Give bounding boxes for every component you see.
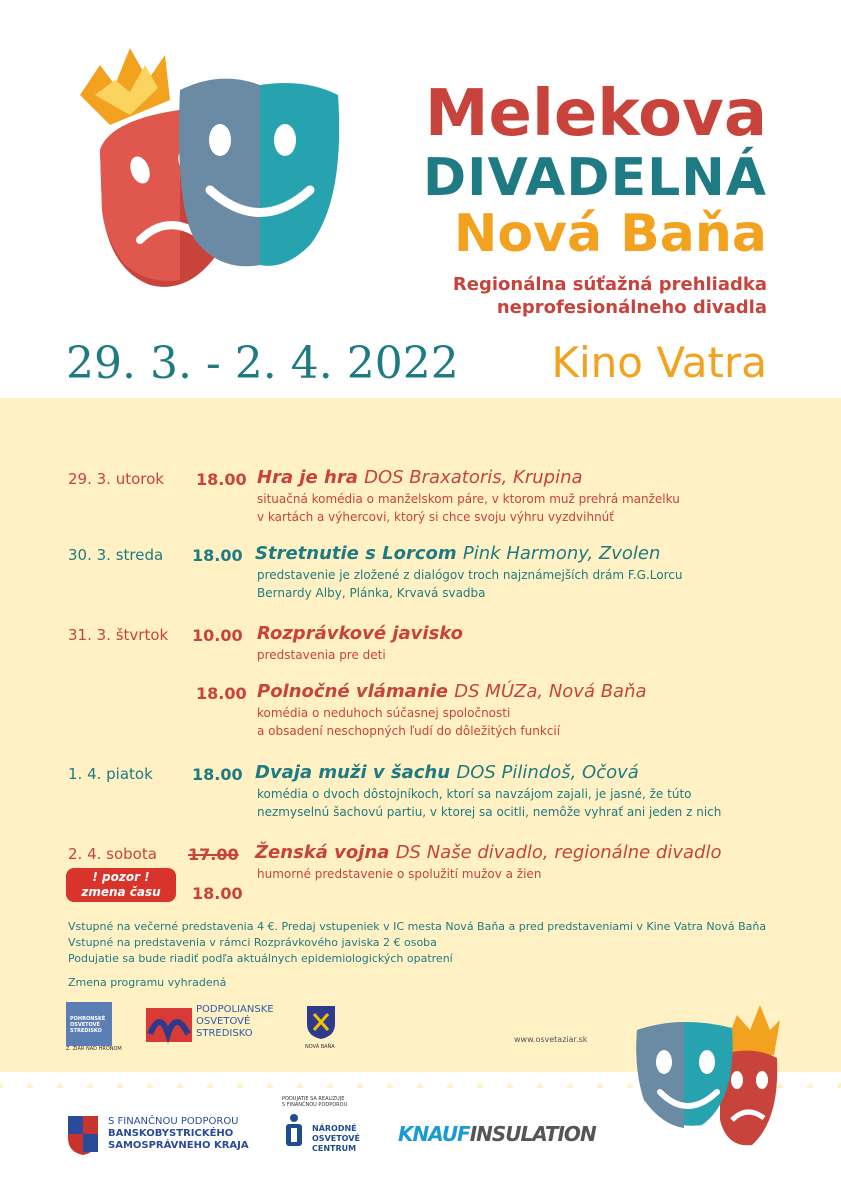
theatre-masks-logo [70, 40, 370, 300]
title-nova-bana: Nová Baňa [453, 204, 767, 264]
noc-icon [282, 1112, 306, 1148]
event-title [257, 623, 463, 644]
nova-bana-text: NOVÁ BAŇA [305, 1044, 335, 1050]
event-group: DOS Braxatoris, Krupina [364, 467, 583, 488]
podpolianske-text: OSVETOVÉ [196, 1016, 251, 1027]
scallop-border-top [0, 394, 841, 420]
event-title [257, 467, 583, 488]
pos-logo-text: POHRONSKÉ [70, 1016, 106, 1022]
knauf-insulation-logo [398, 1122, 596, 1146]
event-time: 18.00 [196, 470, 247, 489]
pos-logo-small: Z. ŽIAR NAD HRONOM [66, 1046, 122, 1052]
insulation-text: INSULATION [469, 1122, 596, 1146]
pos-logo-text: OSVETOVÉ [70, 1022, 100, 1028]
knauf-text: KNAUF [398, 1122, 470, 1146]
event-desc: nezmyselnú šachovú partiu, v ktorej sa ocitli, nemôže vyhrať ani jeden z nich [257, 805, 722, 819]
small-masks-logo [632, 1000, 782, 1150]
event-group: Pink Harmony, Zvolen [462, 543, 661, 564]
event-title [255, 842, 721, 863]
event-desc: Bernardy Alby, Plánka, Krvavá svadba [257, 586, 486, 600]
podpolianske-text: STREDISKO [196, 1028, 253, 1039]
event-desc: komédia o neduhoch súčasnej spoločnosti [257, 706, 511, 720]
title-divadelna: DIVADELNÁ [422, 148, 767, 208]
noc-text: OSVETOVÉ [312, 1134, 360, 1143]
pos-logo-text: STREDISKO [70, 1028, 102, 1034]
event-desc: predstavenia pre deti [257, 648, 386, 662]
event-name: Hra je hra [257, 467, 358, 488]
event-time: 18.00 [196, 684, 247, 703]
noc-text: NÁRODNÉ [312, 1124, 357, 1133]
festival-dates: 29. 3. - 2. 4. 2022 [66, 338, 459, 389]
noc-top-text: PODUJATIE SA REALIZUJE [282, 1096, 345, 1102]
event-group: DOS Pilindoš, Očová [456, 762, 639, 783]
event-name: Dvaja muži v šachu [255, 762, 451, 783]
pos-logo [66, 1002, 122, 1054]
noc-top-text: S FINANČNOU PODPOROU [282, 1102, 348, 1108]
crown-icon [727, 1005, 780, 1058]
time-change-notice [66, 868, 176, 902]
info-line: Vstupné na predstavenia v rámci Rozprávkového javiska 2 € osoba [68, 936, 437, 949]
bbsk-text: S FINANČNOU PODPOROU [108, 1116, 239, 1127]
event-desc: komédia o dvoch dôstojníkoch, ktorí sa navzájom zajali, je jasné, že túto [257, 787, 692, 801]
event-time: 18.00 [192, 765, 243, 784]
event-name: Rozprávkové javisko [257, 623, 463, 644]
event-date: 29. 3. utorok [68, 470, 164, 488]
nova-bana-logo [305, 1004, 341, 1050]
noc-text: CENTRUM [312, 1144, 357, 1153]
subtitle-line1: Regionálna súťažná prehliadka [452, 274, 767, 295]
notice-line2: zmena času [81, 885, 161, 899]
event-name: Stretnutie s Lorcom [255, 543, 457, 564]
coat-of-arms-icon [305, 1004, 337, 1040]
event-desc: v kartách a výhercovi, ktorý si chce svoju výhru vyzdvihnúť [257, 510, 614, 524]
bbsk-coat-of-arms-icon [66, 1114, 100, 1156]
event-title [255, 762, 639, 783]
event-name: Polnočné vlámanie [257, 681, 449, 702]
event-time-old: 17.00 [188, 845, 239, 864]
podpolianske-logo [146, 1004, 274, 1050]
event-desc: predstavenie je zložené z dialógov troch najznámejších drám F.G.Lorcu [257, 568, 683, 582]
bbsk-logo [66, 1114, 249, 1160]
event-date: 1. 4. piatok [68, 765, 153, 783]
info-line: Zmena programu vyhradená [68, 976, 227, 989]
notice-line1: ! pozor ! [92, 870, 150, 884]
podpolianske-text: PODPOLIANSKE [196, 1004, 274, 1015]
info-line: Podujatie sa bude riadiť podľa aktuálnych epidemiologických opatrení [68, 952, 453, 965]
event-date: 2. 4. sobota [68, 845, 157, 863]
bbsk-text: SAMOSPRÁVNEHO KRAJA [108, 1140, 249, 1151]
title-melekova: Melekova [424, 77, 767, 151]
event-desc: situačná komédia o manželskom páre, v ktorom muž prehrá manželku [257, 492, 680, 506]
subtitle-line2: neprofesionálneho divadla [496, 297, 767, 318]
event-time: 18.00 [192, 546, 243, 565]
event-group: DS Naše divadlo, regionálne divadlo [395, 842, 722, 863]
event-title [255, 543, 660, 564]
event-date: 30. 3. streda [68, 546, 164, 564]
event-time-new: 18.00 [192, 884, 243, 903]
info-line: Vstupné na večerné predstavenia 4 €. Predaj vstupeniek v IC mesta Nová Baňa a pred predstaveniami v Kine Vatra Nová Baňa [68, 920, 767, 933]
website-link[interactable]: www.osvetaziar.sk [514, 1035, 588, 1044]
event-time: 10.00 [192, 626, 243, 645]
podpolianske-icon [146, 1004, 192, 1046]
event-group: DS MÚZa, Nová Baňa [454, 681, 647, 702]
festival-venue: Kino Vatra [551, 338, 767, 387]
event-date: 31. 3. štvrtok [68, 626, 169, 644]
event-desc: a obsadení neschopných ľudí do dôležitých funkcií [257, 724, 561, 738]
event-title [257, 681, 647, 702]
event-name: Ženská vojna [255, 842, 390, 863]
noc-logo [282, 1096, 360, 1153]
event-desc: humorné predstavenie o spolužití mužov a žien [257, 867, 542, 881]
bbsk-text: BANSKOBYSTRICKÉHO [108, 1128, 234, 1139]
